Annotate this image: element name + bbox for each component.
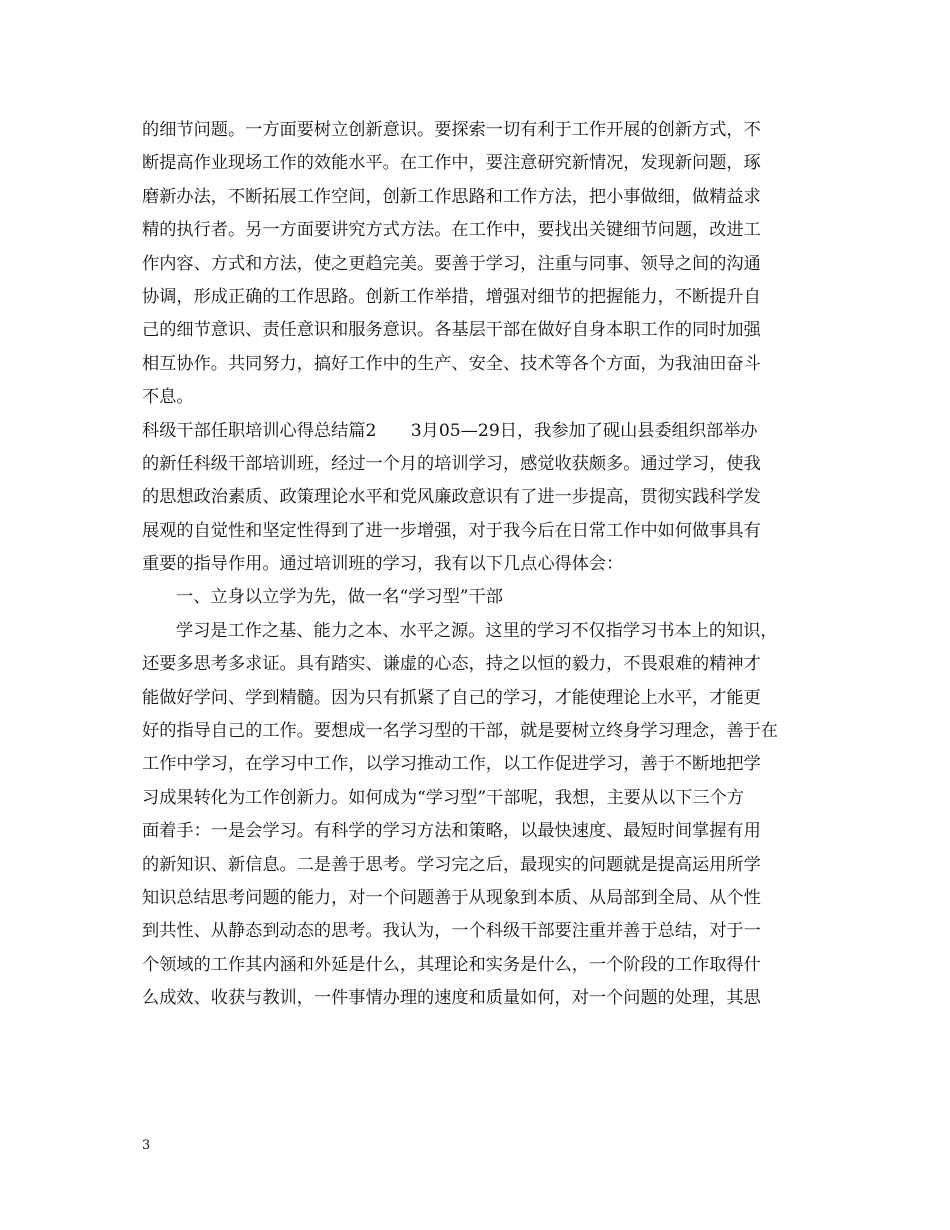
text-line: 知识总结思考问题的能力，对一个问题善于从现象到本质、从局部到全局、从个性 (142, 887, 761, 908)
text-line: 不息。 (142, 387, 194, 408)
text-line: 能做好学问、学到精髓。因为只有抓紧了自己的学习，才能使理论上水平，才能更 (142, 687, 761, 708)
text-line: 工作中学习，在学习中工作，以学习推动工作，以工作促进学习，善于不断地把学 (142, 754, 761, 775)
text-line: 精的执行者。另一方面要讲究方式方法。在工作中，要找出关键细节问题，改进工 (142, 220, 761, 241)
text-line: 科级干部任职培训心得总结篇2 3月05—29日，我参加了砚山县委组织部举办 (142, 420, 758, 441)
text-line: 作内容、方式和方法，使之更趋完美。要善于学习，注重与同事、领导之间的沟通 (142, 253, 761, 274)
text-line: 的新任科级干部培训班，经过一个月的培训学习，感觉收获颇多。通过学习，使我 (142, 453, 761, 474)
text-line: 己的细节意识、责任意识和服务意识。各基层干部在做好自身本职工作的同时加强 (142, 320, 761, 341)
text-line: 习成果转化为工作创新力。如何成为“学习型”干部呢，我想，主要从以下三个方 (142, 787, 744, 808)
text-line: 个领域的工作其内涵和外延是什么，其理论和实务是什么，一个阶段的工作取得什 (142, 954, 761, 975)
text-line: 的思想政治素质、政策理论水平和党风廉政意识有了进一步提高，贯彻实践科学发 (142, 487, 761, 508)
text-line: 到共性、从静态到动态的思考。我认为，一个科级干部要注重并善于总结，对于一 (142, 921, 761, 942)
page-number: 3 (142, 1138, 151, 1153)
text-line: 学习是工作之基、能力之本、水平之源。这里的学习不仅指学习书本上的知识， (176, 620, 778, 641)
text-line: 么成效、收获与教训，一件事情办理的速度和质量如何，对一个问题的处理，其思 (142, 988, 761, 1009)
body-text (142, 114, 814, 1016)
text-line: 展观的自觉性和坚定性得到了进一步增强，对于我今后在日常工作中如何做事具有 (142, 520, 761, 541)
text-line: 的细节问题。一方面要树立创新意识。要探索一切有利于工作开展的创新方式，不 (142, 120, 761, 140)
text-line: 好的指导自己的工作。要想成一名学习型的干部，就是要树立终身学习理念，善于在 (142, 721, 778, 742)
text-line: 相互协作。共同努力，搞好工作中的生产、安全、技术等各个方面，为我油田奋斗 (142, 353, 761, 374)
text-line: 的新知识、新信息。二是善于思考。学习完之后，最现实的问题就是提高运用所学 (142, 854, 761, 875)
text-line: 协调，形成正确的工作思路。创新工作举措，增强对细节的把握能力，不断提升自 (142, 286, 761, 307)
text-line: 断提高作业现场工作的效能水平。在工作中，要注意研究新情况，发现新问题，琢 (142, 153, 761, 174)
text-line: 一、立身以立学为先，做一名“学习型”干部 (176, 587, 503, 608)
text-line: 面着手：一是会学习。有科学的学习方法和策略，以最快速度、最短时间掌握有用 (142, 821, 761, 842)
text-line: 重要的指导作用。通过培训班的学习，我有以下几点心得体会： (142, 554, 624, 575)
text-line: 还要多思考多求证。具有踏实、谦虚的心态，持之以恒的毅力，不畏艰难的精神才 (142, 654, 761, 675)
text-line: 磨新办法，不断拓展工作空间，创新工作思路和工作方法，把小事做细，做精益求 (142, 186, 761, 207)
